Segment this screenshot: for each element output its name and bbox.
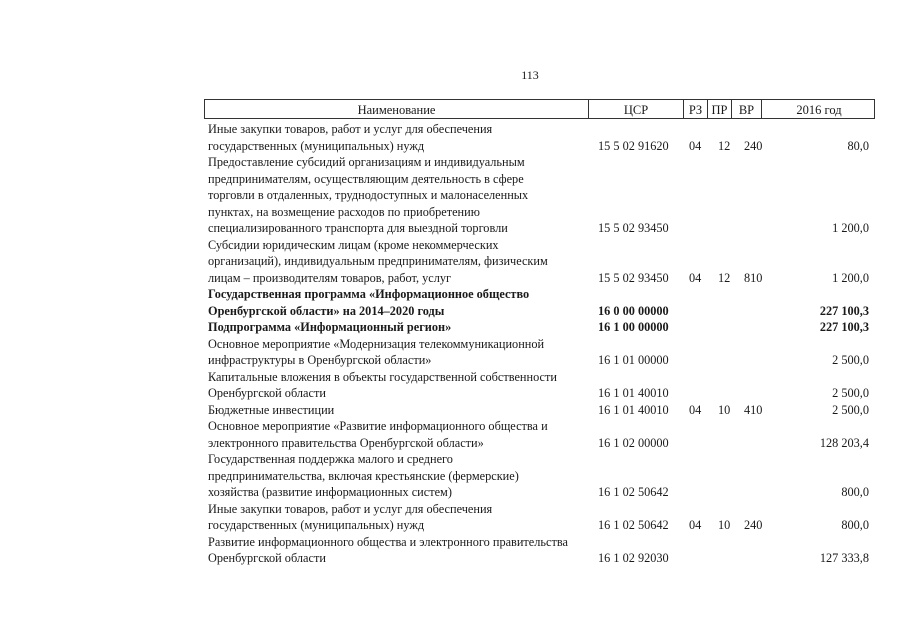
row-amount: 2 500,0 [832, 402, 869, 417]
row-pr: 10 [718, 518, 731, 532]
row-amount: 127 333,8 [819, 551, 869, 565]
row-name [208, 451, 593, 501]
row-csr: 15 5 02 91620 [598, 138, 669, 153]
row-name-line: Иные закупки товаров, работ и услуг для обеспечения [208, 501, 493, 516]
row-rz: 04 [689, 270, 702, 285]
table-row [0, 319, 905, 336]
row-name-line: электронного правительства Оренбургской области» [208, 435, 484, 450]
row-vr: 810 [744, 270, 763, 285]
row-name-line: организаций), индивидуальным предпринимателям, физическим [208, 254, 548, 268]
row-name-line: предпринимателям, осуществляющим деятельность в сфере [208, 171, 524, 186]
row-name [208, 501, 593, 534]
row-amount: 227 100,3 [819, 320, 869, 334]
row-amount: 1 200,0 [832, 270, 869, 285]
table-row [0, 121, 905, 154]
table-row [0, 336, 905, 369]
row-csr: 16 1 02 50642 [598, 518, 669, 532]
header-year: 2016 год [796, 103, 842, 117]
table-row [0, 154, 905, 237]
row-name-line: государственных (муниципальных) нужд [208, 518, 425, 532]
table-row [0, 286, 905, 319]
row-amount: 1 200,0 [832, 221, 869, 235]
table-row [0, 369, 905, 402]
row-name-line: Субсидии юридическим лицам (кроме некоммерческих [208, 237, 499, 252]
row-csr: 16 0 00 00000 [598, 303, 669, 318]
row-name-line: Государственная поддержка малого и среднего [208, 452, 453, 466]
row-name [208, 418, 593, 451]
row-name-line: Оренбургской области» на 2014–2020 годы [208, 303, 445, 318]
row-name-line: Основное мероприятие «Развитие информационного общества и [208, 419, 548, 433]
row-name [208, 369, 593, 402]
header-pr: ПР [708, 100, 732, 118]
row-csr: 16 1 01 40010 [598, 386, 669, 400]
row-pr: 10 [718, 402, 731, 417]
row-amount: 227 100,3 [819, 303, 869, 318]
row-name-line: Оренбургской области [208, 386, 326, 400]
row-name-line: Основное мероприятие «Модернизация телекоммуникационной [208, 336, 545, 351]
row-name-line: Развитие информационного общества и электронного правительства [208, 534, 568, 549]
row-name [208, 154, 593, 237]
row-name-line: Оренбургской области [208, 551, 326, 565]
row-name [208, 121, 593, 154]
header-csr: ЦСР [589, 100, 684, 118]
row-amount: 2 500,0 [832, 353, 869, 367]
row-pr: 12 [718, 270, 731, 285]
row-csr: 15 5 02 93450 [598, 221, 669, 235]
row-name-line: государственных (муниципальных) нужд [208, 138, 425, 153]
row-name-line: инфраструктуры в Оренбургской области» [208, 353, 432, 367]
row-name-line: Капитальные вложения в объекты государственной собственности [208, 369, 557, 384]
row-name-line: Иные закупки товаров, работ и услуг для обеспечения [208, 122, 493, 136]
header-name: Наименование [205, 100, 589, 118]
row-name [208, 286, 593, 319]
row-csr: 16 1 02 50642 [598, 485, 669, 499]
table-row [0, 451, 905, 501]
table-row [0, 237, 905, 287]
row-csr: 16 1 02 92030 [598, 551, 669, 565]
row-rz: 04 [689, 402, 702, 417]
row-vr: 240 [744, 518, 763, 532]
table-body [0, 121, 905, 567]
table-row [0, 501, 905, 534]
row-name-line: Государственная программа «Информационное общество [208, 287, 530, 301]
row-csr: 16 1 00 00000 [598, 320, 669, 334]
row-amount: 800,0 [841, 518, 869, 532]
row-vr: 240 [744, 138, 763, 153]
row-name-line: Предоставление субсидий организациям и индивидуальным [208, 155, 525, 169]
page-number: 113 [521, 68, 539, 82]
row-name [208, 534, 593, 567]
header-rz: РЗ [684, 100, 708, 118]
row-pr: 12 [718, 138, 731, 153]
row-vr: 410 [744, 402, 763, 417]
row-name-line: Бюджетные инвестиции [208, 402, 335, 417]
row-csr: 16 1 02 00000 [598, 435, 669, 450]
row-name-line: Подпрограмма «Информационный регион» [208, 320, 452, 334]
row-name [208, 319, 593, 336]
row-amount: 80,0 [847, 138, 869, 153]
row-amount: 2 500,0 [832, 386, 869, 400]
row-rz: 04 [689, 518, 702, 532]
row-name-line: специализированного транспорта для выездной торговли [208, 221, 508, 235]
table-header [204, 99, 875, 119]
row-name-line: лицам – производителям товаров, работ, услуг [208, 270, 452, 285]
row-csr: 15 5 02 93450 [598, 270, 669, 285]
row-name [208, 336, 593, 369]
row-csr: 16 1 01 00000 [598, 353, 669, 367]
row-csr: 16 1 01 40010 [598, 402, 669, 417]
table-row [0, 402, 905, 419]
header-vr: ВР [732, 100, 762, 118]
row-amount: 128 203,4 [819, 435, 869, 450]
row-name-line: торговли в отдаленных, труднодоступных и малонаселенных [208, 188, 529, 202]
row-name [208, 237, 593, 287]
row-name-line: пунктах, на возмещение расходов по приобретению [208, 204, 480, 219]
row-name-line: предпринимательства, включая крестьянские (фермерские) [208, 468, 519, 483]
table-row [0, 418, 905, 451]
row-name-line: хозяйства (развитие информационных систем) [208, 485, 452, 499]
row-name [208, 402, 593, 419]
row-amount: 800,0 [841, 485, 869, 499]
row-rz: 04 [689, 138, 702, 153]
table-row [0, 534, 905, 567]
